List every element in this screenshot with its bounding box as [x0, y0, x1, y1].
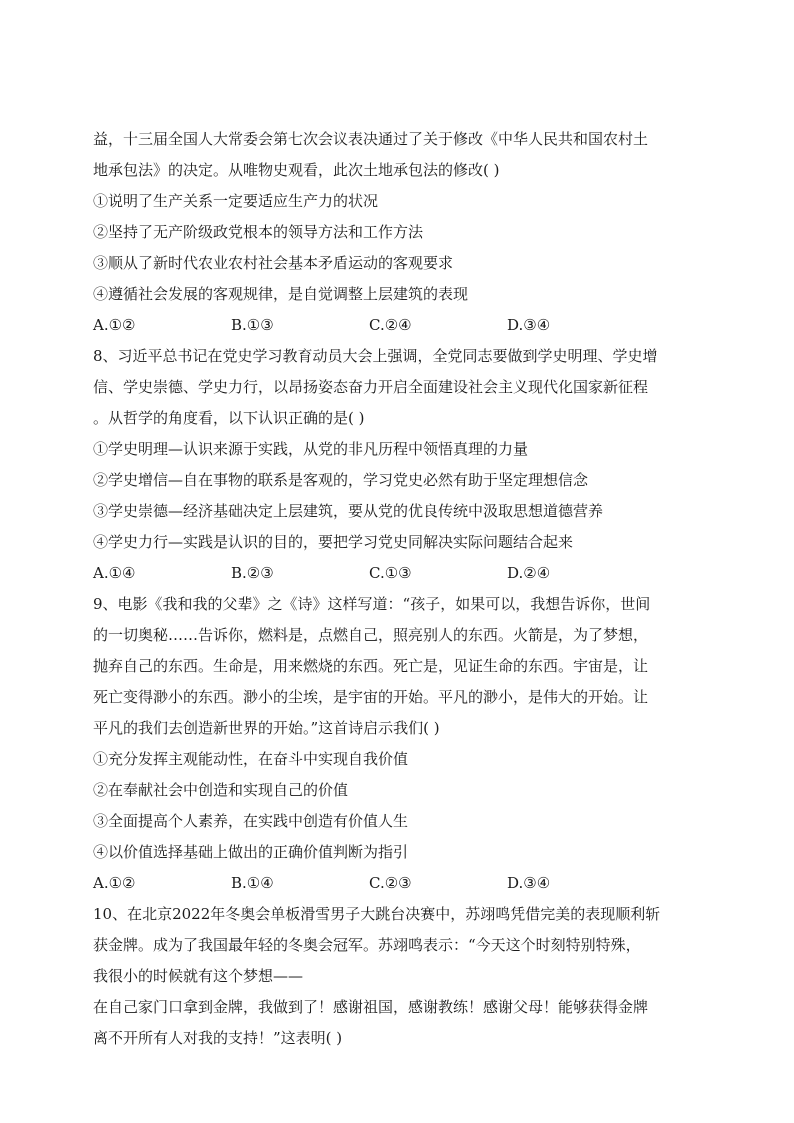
- statement-item: ③顺从了新时代农业农村社会基本矛盾运动的客观要求: [93, 254, 454, 272]
- option-a: A.①②: [93, 316, 136, 334]
- option-a: A.①②: [93, 874, 136, 892]
- question-stem-line: 抛弃自己的东西。生命是，用来燃烧的东西。死亡是，见证生命的东西。宇宙是，让: [93, 657, 649, 675]
- question-stem-line: 获金牌。成为了我国最年轻的冬奥会冠军。苏翊鸣表示：“今天这个时刻特别特殊，: [93, 936, 641, 954]
- question-stem-line: 地承包法》的决定。从唯物史观看，此次土地承包法的修改( ): [93, 161, 500, 179]
- question-stem-line: 8、习近平总书记在党史学习教育动员大会上强调，全党同志要做到学史明理、学史增: [93, 347, 658, 365]
- answer-options: [93, 310, 675, 341]
- question-7: [93, 124, 675, 341]
- question-10: [93, 899, 675, 1054]
- question-8: [93, 341, 675, 589]
- option-b: B.①④: [231, 874, 274, 892]
- statement-item: ④以价值选择基础上做出的正确价值判断为指引: [93, 843, 409, 861]
- question-stem-line: 死亡变得渺小的东西。渺小的尘埃，是宇宙的开始。平凡的渺小，是伟大的开始。让: [93, 688, 649, 706]
- statement-item: ②坚持了无产阶级政党根本的领导方法和工作方法: [93, 223, 424, 241]
- question-stem-line: 10、在北京2022年冬奥会单板滑雪男子大跳台决赛中，苏翊鸣凭借完美的表现顺利斩: [93, 905, 661, 923]
- question-content: [93, 124, 675, 1054]
- answer-options: [93, 868, 675, 899]
- option-b: B.①③: [231, 316, 274, 334]
- question-stem-line: 在自己家门口拿到金牌，我做到了！感谢祖国，感谢教练！感谢父母！能够获得金牌: [93, 998, 649, 1016]
- question-stem-line: 。从哲学的角度看，以下认识正确的是( ): [93, 409, 365, 427]
- answer-options: [93, 558, 675, 589]
- option-a: A.①④: [93, 564, 136, 582]
- statement-item: ②学史增信—自在事物的联系是客观的，学习党史必然有助于坚定理想信念: [93, 471, 589, 489]
- option-b: B.②③: [231, 564, 274, 582]
- question-stem-line: 9、电影《我和我的父辈》之《诗》这样写道：“孩子，如果可以，我想告诉你，世间: [93, 595, 651, 613]
- statement-item: ④遵循社会发展的客观规律，是自觉调整上层建筑的表现: [93, 285, 469, 303]
- question-stem-line: 益，十三届全国人大常委会第七次会议表决通过了关于修改《中华人民共和国农村土: [93, 130, 649, 148]
- question-stem-line: 平凡的我们去创造新世界的开始。”这首诗启示我们( ): [93, 719, 440, 737]
- question-9: [93, 589, 675, 899]
- question-stem-line: 离不开所有人对我的支持！”这表明( ): [93, 1029, 343, 1047]
- option-d: D.③④: [507, 874, 551, 892]
- statement-item: ②在奉献社会中创造和实现自己的价值: [93, 781, 349, 799]
- option-d: D.②④: [507, 564, 551, 582]
- statement-item: ③学史崇德—经济基础决定上层建筑，要从党的优良传统中汲取思想道德营养: [93, 502, 604, 520]
- statement-item: ①充分发挥主观能动性，在奋斗中实现自我价值: [93, 750, 409, 768]
- statement-item: ①说明了生产关系一定要适应生产力的状况: [93, 192, 379, 210]
- statement-item: ④学史力行—实践是认识的目的，要把学习党史同解决实际问题结合起来: [93, 533, 574, 551]
- option-c: C.①③: [369, 564, 412, 582]
- option-d: D.③④: [507, 316, 551, 334]
- statement-item: ①学史明理—认识来源于实践，从党的非凡历程中领悟真理的力量: [93, 440, 529, 458]
- question-stem-line: 我很小的时候就有这个梦想——: [93, 967, 304, 985]
- question-stem-line: 信、学史崇德、学史力行，以昂扬姿态奋力开启全面建设社会主义现代化国家新征程: [93, 378, 649, 396]
- option-c: C.②③: [369, 874, 412, 892]
- question-stem-line: 的一切奥秘……告诉你，燃料是，点燃自己，照亮别人的东西。火箭是，为了梦想，: [93, 626, 649, 644]
- statement-item: ③全面提高个人素养，在实践中创造有价值人生: [93, 812, 409, 830]
- option-c: C.②④: [369, 316, 412, 334]
